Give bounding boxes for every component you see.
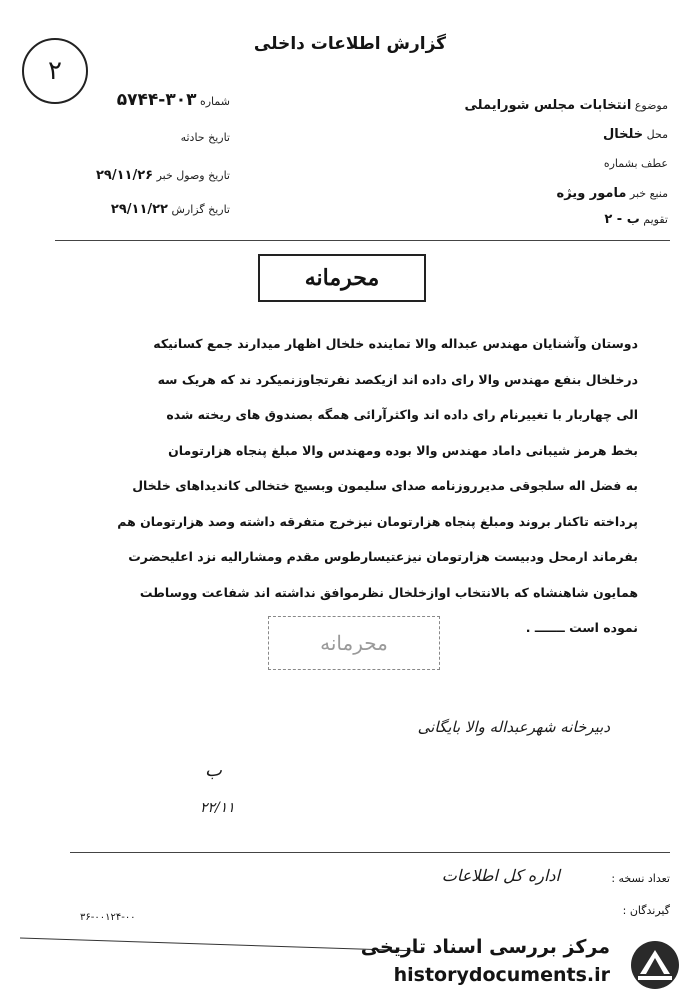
footer-divider: [70, 852, 670, 853]
archive-emblem-icon: [626, 938, 684, 992]
field-number-value: ۳۰۳-۵۷۴۴: [116, 90, 197, 110]
body-line: همایون شاهنشاه که بالانتخاب اوازخلخال نظرموافق نداشته اند شفاعت ووساطت: [139, 584, 638, 600]
field-location: [420, 127, 668, 142]
field-reference-label: عطف بشماره: [603, 157, 668, 170]
field-incident-date: [40, 130, 230, 145]
watermark-org-name: مرکز بررسی اسناد تاریخی: [360, 936, 610, 958]
body-line: درخلخال بنفع مهندس والا رای داده اند ازیکصد نفرتجاوزنمیکرد ند که هریک سه: [157, 371, 638, 387]
bottom-number: ۳۶-۰۰۱۲۴-۰۰: [80, 912, 136, 923]
field-subject-label: موضوع: [634, 99, 668, 112]
field-subject: [420, 98, 668, 113]
field-location-label: محل: [646, 128, 668, 141]
classification-box: محرمانه: [258, 254, 426, 302]
field-number-label: شماره: [199, 95, 230, 108]
field-incident-date-label: تاریخ حادثه: [180, 131, 230, 144]
field-report-date-value: ۲۹/۱۱/۲۲: [110, 202, 168, 217]
field-subject-value: انتخابات مجلس شورایملی: [464, 98, 632, 113]
field-report-date-label: تاریخ گزارش: [171, 203, 230, 216]
body-line: بفرماند ارمحل ودبیست هزارتومان نیزعتیسارطوس مقدم ومشارالیه نزد اعلیحضرت: [128, 549, 638, 564]
handwritten-date: ۲۲/۱۱: [200, 800, 235, 816]
watermark-logo: [360, 934, 690, 994]
recipients-label: گیرندگان :: [622, 904, 670, 917]
field-received-date: [40, 168, 230, 183]
field-calendar-value: ب - ۲: [604, 212, 640, 227]
watermark-url: historydocuments.ir: [393, 964, 610, 986]
field-source-label: منبع خبر: [629, 187, 668, 200]
body-line: به فضل اله سلجوقی مدیرروزنامه صدای سلیمون وبسیج ختخالی کاندیداهای خلخال: [132, 478, 638, 493]
body-line: پرداخته تاکنار بروند ومبلغ پنجاه هزارتومان نیزخرج متفرقه داشته وصد هزارتومان هم: [117, 513, 638, 529]
field-location-value: خلخال: [602, 127, 644, 142]
handwritten-signature: اداره کل اطلاعات: [441, 866, 560, 885]
report-title: گزارش اطلاعات داخلی: [253, 34, 447, 54]
field-source: [420, 186, 668, 201]
field-reference: [420, 156, 668, 171]
copies-label: تعداد نسخه :: [611, 872, 670, 885]
page-number: ۲: [48, 56, 62, 86]
field-received-date-label: تاریخ وصول خبر: [156, 169, 230, 182]
field-calendar: [420, 212, 668, 227]
header-divider: [55, 240, 670, 241]
field-source-value: مامور ویژه: [556, 186, 627, 201]
faded-stamp: محرمانه: [268, 616, 440, 670]
handwritten-mark: ب: [205, 760, 222, 781]
field-received-date-value: ۲۹/۱۱/۲۶: [95, 168, 154, 183]
body-line: نموده است ـــــــ .: [525, 620, 638, 635]
body-line: بخط هرمز شیبانی داماد مهندس والا بوده ومهندس والا مبلغ پنجاه هزارتومان: [168, 442, 638, 458]
field-number: [40, 90, 230, 110]
handwritten-note: دبیرخانه شهرعبداله والا بایگانی: [417, 718, 610, 736]
field-report-date: [40, 202, 230, 217]
report-body: [58, 326, 638, 646]
body-line: دوستان وآشنایان مهندس عبداله والا تماینده خلخال اظهار میدارند جمع کسانیکه: [153, 336, 638, 351]
field-calendar-label: تقویم: [643, 213, 668, 226]
body-line: الی چهاربار با تغییرنام رای داده اند واکثرآرائی همگه بصندوق های ریخته شده: [166, 407, 638, 422]
